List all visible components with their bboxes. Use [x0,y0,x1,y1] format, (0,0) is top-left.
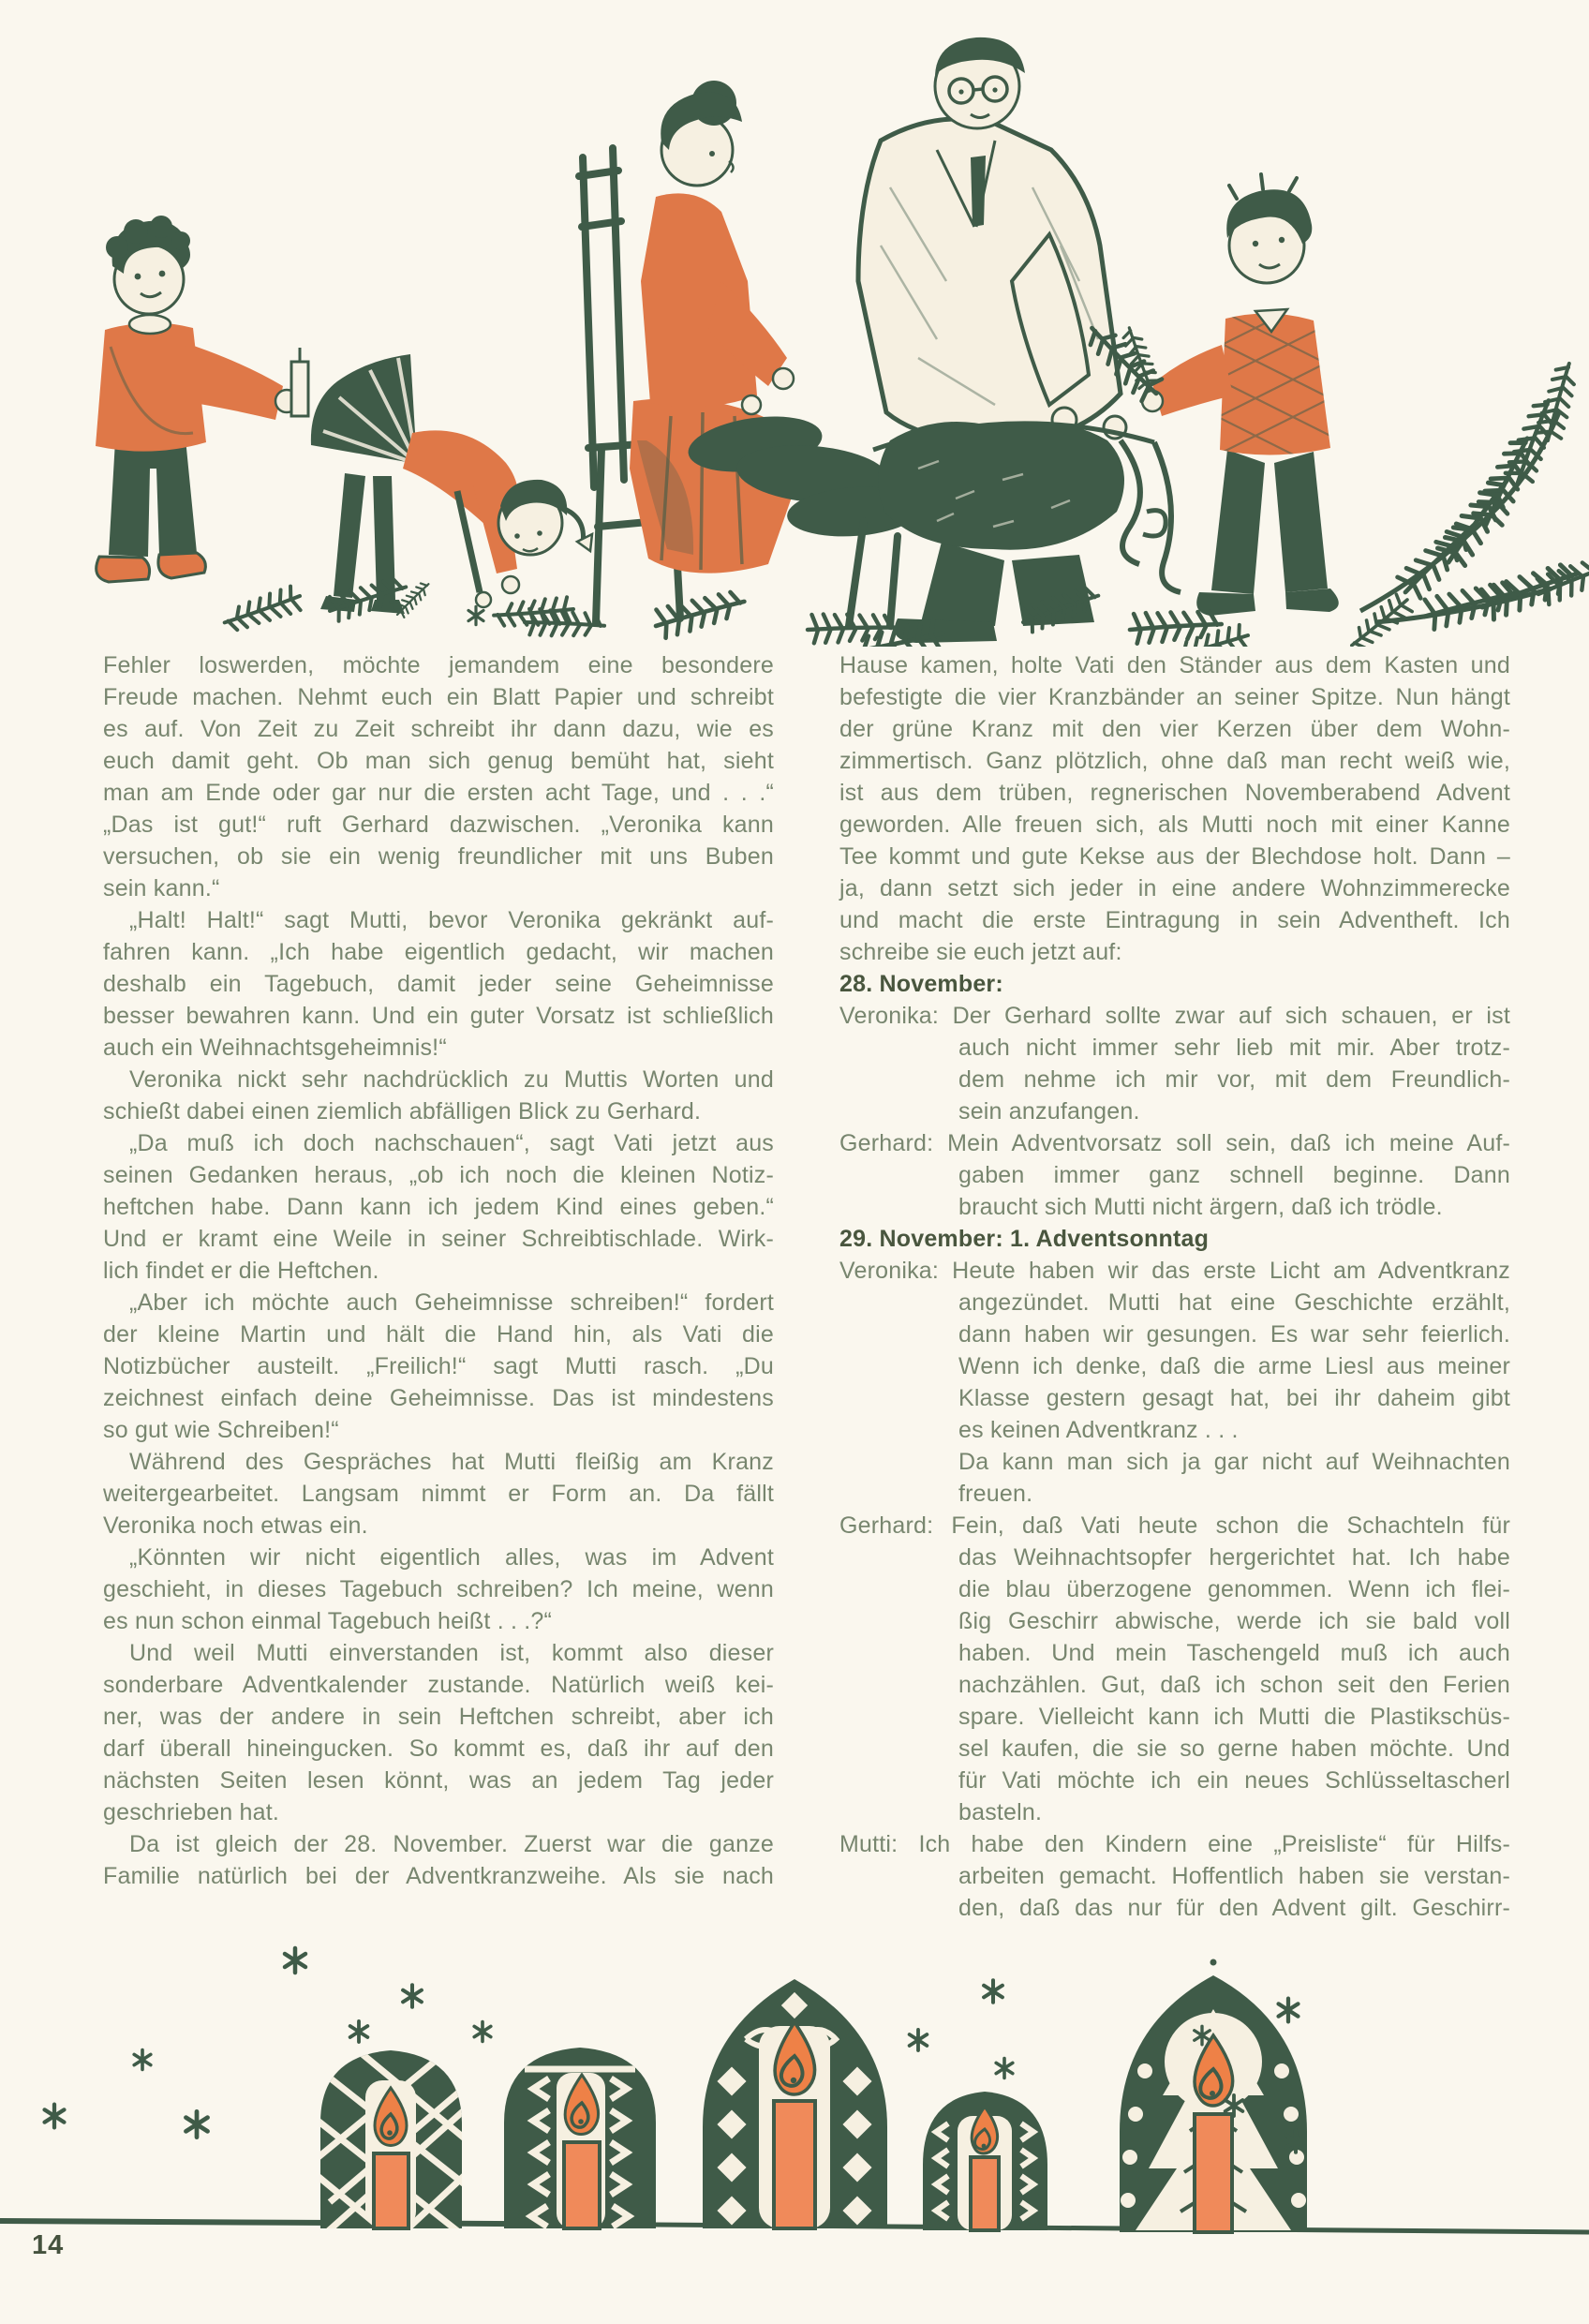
text-line: „Das ist gut!“ ruft Gerhard dazwischen. „Veronika kann [103,812,774,838]
paragraph [103,649,774,904]
text-line: dann haben wir gesungen. Es war sehr feierlich. [958,1321,1510,1348]
text-line: „Aber ich möchte auch Geheimnisse schreiben!“ fordert [129,1289,774,1316]
text-line: Da ist gleich der 28. November. Zuerst war die ganze [129,1831,774,1857]
text-line: nächsten Seiten lesen könnt, was an jedem Tag jeder [103,1767,774,1794]
text-line: Während des Gespräches hat Mutti fleißig am Kranz [129,1449,774,1475]
candle [564,2075,600,2228]
text-line: Tee kommt und gute Kekse aus der Blechdose holt. Dann – [839,843,1510,870]
candle [774,2022,815,2228]
speaker-label: Gerhard: [839,1130,934,1156]
stars [45,1948,1305,2153]
diary-entry [839,1127,1510,1223]
text-line: weitergearbeitet. Langsam nimmt er Form an. Da fällt [103,1481,774,1507]
paragraph [103,1542,774,1637]
text-line: Veronika noch etwas ein. [103,1512,368,1539]
text-line: braucht sich Mutti nicht ärgern, daß ich trödle. [958,1194,1443,1220]
text-line: nachzählen. Gut, daß ich schon seit den Ferien [958,1672,1510,1698]
paragraph [103,1287,774,1446]
text-line: „Könnten wir nicht eigentlich alles, was im Advent [129,1544,774,1571]
diary-entry [839,1255,1510,1510]
figure-veronika [311,354,592,614]
paragraph [103,1446,774,1542]
text-line: Veronika: Heute haben wir das erste Licht am Adventkranz [839,1258,1510,1284]
text-line: Notizbücher austeilt. „Freilich!“ sagt Mutti rasch. „Du [103,1353,774,1379]
text-line: geworden. Alle freuen sich, als Mutti noch mit einer Kanne [839,812,1510,838]
text-column-right [839,649,1510,1924]
speaker-label: Veronika: [839,1003,940,1029]
advent-windows-illustration [0,1930,1589,2324]
text-line: sein anzufangen. [958,1098,1140,1125]
text-line: auch nicht immer sehr lieb mit mir. Aber trotz- [958,1035,1510,1061]
speaker-label: Gerhard: [839,1512,934,1539]
text-line: Wenn ich denke, daß die arme Liesl aus meiner [958,1353,1510,1379]
text-line: heftchen habe. Dann kann ich jedem Kind eines geben.“ [103,1194,774,1220]
text-line: auch ein Weihnachtsgeheimnis!“ [103,1035,447,1061]
text-line: freuen. [958,1481,1033,1507]
text-line: angezündet. Mutti hat eine Geschichte erzählt, [958,1289,1510,1316]
diary-entry [839,1828,1510,1924]
text-line: es auf. Von Zeit zu Zeit schreibt ihr dann dazu, wie es [103,716,774,742]
text-line: spare. Vielleicht kann ich Mutti die Plastikschüs- [958,1704,1510,1730]
text-line: ßig Geschirr abwische, werde ich sie bald voll [958,1608,1510,1634]
figure-martin [96,216,308,582]
candle-in-hand [291,348,308,416]
text-line: es nun schon einmal Tagebuch heißt . . .?“ [103,1608,553,1634]
text-line: sein kann.“ [103,875,220,901]
candle [971,2107,999,2230]
text-line: der kleine Martin und hält die Hand hin, als Vati die [103,1321,774,1348]
text-line: arbeiten gemacht. Hoffentlich haben sie verstan- [958,1863,1510,1889]
text-line: das Weihnachtsopfer hergerichtet hat. Ich habe [958,1544,1510,1571]
text-line: der grüne Kranz mit den vier Kerzen über dem Wohn- [839,716,1510,742]
date-heading: 28. November: [839,971,1003,997]
speaker-label: Veronika: [839,1258,940,1284]
paragraph [103,904,774,1064]
print-artifact [1572,1730,1589,1792]
text-line: deshalb ein Tagebuch, damit jeder seine Geheimnisse [103,971,774,997]
text-line: seinen Gedanken heraus, „ob ich noch die kleinen Notiz- [103,1162,774,1188]
diary-entry [839,1510,1510,1828]
advent-window-3 [703,1979,887,2253]
text-line: ist aus dem trüben, regnerischen Novemberabend Advent [839,780,1510,806]
text-line: Gerhard: Mein Adventvorsatz soll sein, daß ich meine Auf- [839,1130,1510,1156]
text-line: basteln. [958,1799,1043,1825]
text-line: den, daß das nur für den Advent gilt. Geschirr- [958,1895,1510,1921]
text-line: schießt dabei einen ziemlich abfälligen Blick zu Gerhard. [103,1098,702,1125]
text-line: besser bewahren kann. Und ein guter Vorsatz ist schließlich [103,1003,774,1029]
text-line: Und er kramt eine Weile in seiner Schreibtischlade. Wirk- [103,1226,774,1252]
text-line: euch damit geht. Ob man sich genug bemüht hat, sieht [103,748,774,774]
text-line: darf überall hineingucken. So kommt es, daß ihr auf den [103,1736,774,1762]
text-line: Hause kamen, holte Vati den Ständer aus dem Kasten und [839,652,1510,678]
speaker-label: Mutti: [839,1831,898,1857]
text-line: Klasse gestern gesagt hat, bei ihr daheim gibt [958,1385,1510,1411]
text-line: und macht die erste Eintragung in sein Adventheft. Ich [839,907,1510,933]
text-line: „Da muß ich doch nachschauen“, sagt Vati jetzt aus [129,1130,774,1156]
text-line: Freude machen. Nehmt euch ein Blatt Papier und schreibt [103,684,774,710]
text-line: geschrieben hat. [103,1799,280,1825]
paragraph [103,1064,774,1127]
paragraph [103,1127,774,1287]
text-line: schreibe sie euch jetzt auf: [839,939,1122,965]
text-line: Fehler loswerden, möchte jemandem eine besondere [103,652,774,678]
text-line: so gut wie Schreiben!“ [103,1417,339,1443]
text-line: Veronika: Der Gerhard sollte zwar auf sich schauen, er ist [839,1003,1510,1029]
advent-window-2 [504,2048,656,2228]
text-column-left [103,649,774,1892]
text-line: fahren kann. „Ich habe eigentlich gedacht, wir machen [103,939,774,965]
text-line: haben. Und mein Taschengeld muß ich auch [958,1640,1510,1666]
text-line: Mutti: Ich habe den Kindern eine „Preisliste“ für Hilfs- [839,1831,1510,1857]
text-line: ner, was der andere in sein Heftchen schreibt, aber ich [103,1704,774,1730]
diary-entry [839,1000,1510,1127]
text-line: ja, dann setzt sich jeder in eine andere Wohnzimmerecke [839,875,1510,901]
text-line: Familie natürlich bei der Adventkranzweihe. Als sie nach [103,1863,774,1889]
text-line: Und weil Mutti einverstanden ist, kommt also dieser [129,1640,774,1666]
paragraph [103,1828,774,1892]
text-line: zimmertisch. Ganz plötzlich, ohne daß man recht weiß wie, [839,748,1510,774]
text-line: versuchen, ob sie ein wenig freundlicher mit uns Buben [103,843,774,870]
text-line: Gerhard: Fein, daß Vati heute schon die Schachteln für [839,1512,1510,1539]
text-line: gaben immer ganz schnell beginne. Dann [958,1162,1510,1188]
date-heading: 29. November: 1. Adventsonntag [839,1226,1210,1252]
text-line: man am Ende oder gar nur die ersten acht Tage, und . . .“ [103,780,774,806]
paragraph [103,1637,774,1828]
text-line: Veronika nickt sehr nachdrücklich zu Muttis Worten und [129,1066,774,1093]
text-line: befestigte die vier Kranzbänder an seiner Spitze. Nun hängt [839,684,1510,710]
text-line: sel kaufen, die sie so gerne haben möchte. Und [958,1736,1510,1762]
text-line: dem nehme ich mir vor, mit dem Freundlich- [958,1066,1510,1093]
advent-family-illustration [0,0,1589,647]
text-line: für Vati möchte ich ein neues Schlüsseltascherl [958,1767,1510,1794]
advent-window-1 [281,2034,506,2277]
text-line: sonderbare Adventkalender zustande. Natürlich weiß kei- [103,1672,774,1698]
text-line: „Halt! Halt!“ sagt Mutti, bevor Veronika gekränkt auf- [129,907,774,933]
text-line: zeichnest einfach deine Geheimnisse. Das ist mindestens [103,1385,774,1411]
text-line: Da kann man sich ja gar nicht auf Weihnachten [958,1449,1510,1475]
paragraph [839,649,1510,968]
text-line: lich findet er die Heftchen. [103,1258,379,1284]
text-line: die blau überzogene genommen. Wenn ich flei- [958,1576,1510,1602]
text-line: es keinen Adventkranz . . . [958,1417,1239,1443]
candle [374,2088,408,2228]
page-number: 14 [32,2230,65,2260]
text-line: geschieht, in dieses Tagebuch schreiben? Ich meine, wenn [103,1576,774,1602]
advent-window-4 [923,2092,1047,2230]
large-branch [1341,360,1589,647]
